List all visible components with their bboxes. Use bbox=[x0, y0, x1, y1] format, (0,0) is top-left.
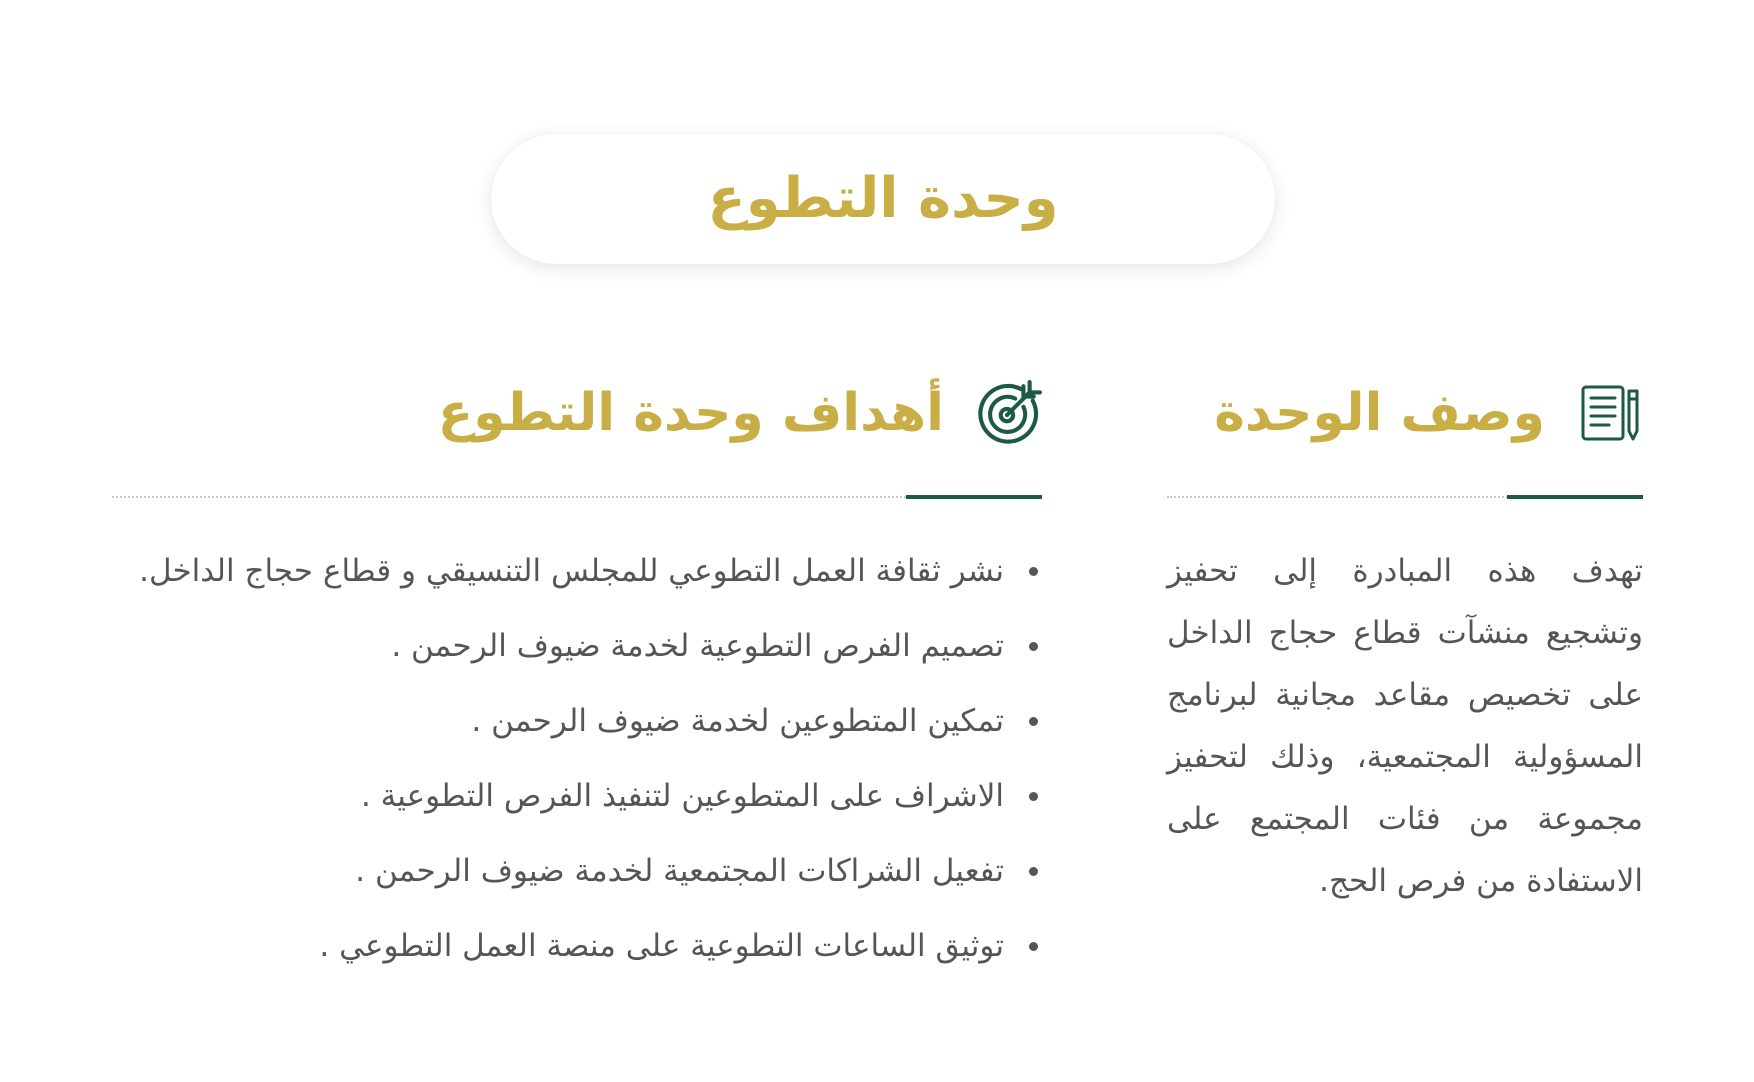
goals-section bbox=[112, 370, 1042, 964]
goal-item: توثيق الساعات التطوعية على منصة العمل التطوعي . bbox=[112, 915, 1042, 990]
description-title: وصف الوحدة bbox=[1214, 383, 1545, 443]
goal-item: تفعيل الشراكات المجتمعية لخدمة ضيوف الرحمن . bbox=[112, 840, 1042, 915]
description-header bbox=[1167, 370, 1643, 470]
goal-item: تصميم الفرص التطوعية لخدمة ضيوف الرحمن . bbox=[112, 615, 1042, 690]
description-section bbox=[1167, 370, 1643, 899]
goals-title: أهداف وحدة التطوع bbox=[437, 383, 944, 443]
goal-item: تمكين المتطوعين لخدمة ضيوف الرحمن . bbox=[112, 690, 1042, 765]
document-pen-icon bbox=[1579, 381, 1643, 445]
description-text: تهدف هذه المبادرة إلى تحفيز وتشجيع منشآت قطاع حجاج الداخل على تخصيص مقاعد مجانية لبرنامج المسؤولية المجتمعية، وذلك لتحفيز مجموعة من فئات المجتمع على الاستفادة من فرص الحج. bbox=[1167, 553, 1643, 899]
description-divider bbox=[1167, 495, 1643, 499]
target-icon bbox=[976, 380, 1042, 446]
goal-item: نشر ثقافة العمل التطوعي للمجلس التنسيقي و قطاع حجاج الداخل. bbox=[112, 540, 1042, 615]
goals-header bbox=[112, 370, 1042, 470]
goal-item: الاشراف على المتطوعين لتنفيذ الفرص التطوعية . bbox=[112, 765, 1042, 840]
goals-divider bbox=[112, 495, 1042, 499]
page-title: وحدة التطوع bbox=[707, 166, 1059, 231]
page-title-card bbox=[491, 134, 1275, 264]
goals-list bbox=[112, 540, 1042, 990]
